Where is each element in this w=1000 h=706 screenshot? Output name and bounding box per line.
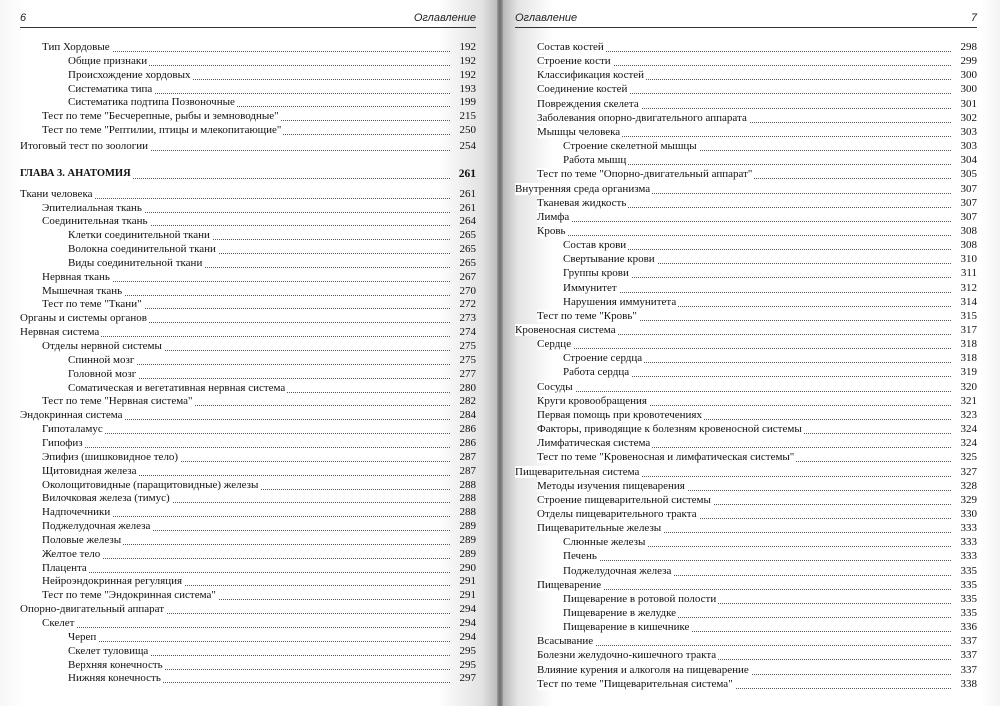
- toc-entry: [515, 167, 977, 181]
- toc-entry: [515, 54, 977, 68]
- toc-entry-page: 193: [459, 82, 476, 95]
- toc-entry-page: 192: [459, 41, 476, 53]
- toc-entry-title: Методы изучения пищеварения: [537, 479, 685, 492]
- toc-entry-page: 294: [459, 617, 476, 629]
- toc-entry-title: Пищеварительные железы: [537, 522, 662, 535]
- toc-entry: [515, 648, 977, 662]
- toc-entry-title: Систематика типа: [68, 82, 153, 95]
- toc-entry-title: Тест по теме "Рептилии, птицы и млекопитающие": [42, 124, 282, 137]
- toc-entry-page: 336: [960, 621, 977, 634]
- toc-entry-page: 287: [459, 464, 476, 477]
- toc-entry-title: Круги кровообращения: [537, 394, 647, 407]
- toc-entry-page: 333: [960, 550, 977, 563]
- toc-entry-title: Отделы пищеварительного тракта: [537, 507, 697, 520]
- toc-entry: [515, 479, 977, 493]
- toc-entry: [515, 224, 977, 238]
- toc-entry-title: Пищеварение в ротовой полости: [563, 592, 717, 605]
- toc-entry-title: Пищеварительная система: [515, 465, 640, 478]
- toc-entry-page: 302: [960, 111, 977, 124]
- toc-entry-title: Строение пищеварительной системы: [537, 493, 711, 506]
- toc-entry: [20, 547, 476, 561]
- toc-entry: [515, 153, 977, 167]
- dot-leader: [42, 627, 450, 628]
- left-page: [0, 0, 497, 706]
- toc-entry-page: 288: [459, 506, 476, 519]
- toc-entry-title: Общие признаки: [68, 54, 148, 67]
- toc-entry-title: Сердце: [537, 338, 572, 351]
- toc-entry-page: 335: [960, 564, 977, 577]
- toc-entry-page: 319: [960, 366, 977, 379]
- toc-entry-title: Спинной мозг: [68, 353, 135, 366]
- toc-entry-title: Тип Хордовые: [42, 41, 110, 53]
- toc-entry-title: Тест по теме "Бесчерепные, рыбы и земноводные": [42, 110, 279, 123]
- toc-entry-page: 265: [459, 256, 476, 269]
- toc-entry-title: Группы крови: [563, 267, 629, 280]
- toc-entry-page: 294: [459, 603, 476, 616]
- toc-entry-page: 312: [960, 281, 977, 294]
- page-number: 7: [970, 12, 977, 24]
- page-number: 6: [20, 12, 27, 24]
- toc-entry-title: Классификация костей: [537, 69, 645, 82]
- toc-entry-page: 337: [960, 649, 977, 662]
- toc-entry-page: 261: [459, 201, 476, 214]
- toc-entry-page: 335: [960, 607, 977, 619]
- toc-entry-title: Кровь: [537, 224, 566, 237]
- toc-entry-page: 307: [960, 182, 977, 195]
- toc-entry-title: Сосуды: [537, 380, 573, 393]
- toc-entry: [20, 505, 476, 519]
- running-title: Оглавление: [515, 12, 578, 24]
- toc-entry-title: Половые железы: [42, 533, 122, 546]
- toc-entry-title: Тест по теме "Пищеварительная система": [537, 677, 733, 690]
- toc-entry: [515, 266, 977, 280]
- toc-entry: [20, 187, 476, 201]
- toc-entry-title: Работа мышц: [563, 154, 627, 167]
- toc-entry-title: Плацента: [42, 561, 87, 574]
- toc-entry-page: 284: [459, 409, 476, 422]
- toc-entry-title: Эпифиз (шишковидное тело): [42, 450, 179, 463]
- toc-entry-page: 333: [960, 522, 977, 535]
- toc-entry: [20, 630, 476, 644]
- toc-entry: [20, 284, 476, 298]
- toc-entry: [515, 677, 977, 691]
- dot-leader: [537, 348, 951, 349]
- toc-entry-page: 277: [459, 367, 476, 380]
- toc-entry-title: Болезни желудочно-кишечного тракта: [537, 649, 717, 662]
- toc-entry: [20, 95, 476, 109]
- toc-entry: [20, 256, 476, 270]
- toc-entry-title: Головной мозг: [68, 367, 137, 380]
- toc-entry-title: Влияние курения и алкоголя на пищеварение: [537, 663, 749, 676]
- toc-entry-page: 335: [960, 592, 977, 605]
- toc-entry-title: Печень: [563, 550, 597, 563]
- toc-entry: [515, 380, 977, 394]
- toc-entry: [515, 252, 977, 266]
- running-title: Оглавление: [413, 12, 476, 24]
- toc-entry: [20, 394, 476, 408]
- toc-entry-page: 324: [960, 423, 977, 436]
- toc-entry-title: Околощитовидные (паращитовидные) железы: [42, 478, 259, 491]
- toc-entry: [20, 671, 476, 685]
- toc-entry-title: Иммунитет: [563, 281, 617, 294]
- toc-entry-page: 289: [459, 533, 476, 546]
- toc-entry: [515, 309, 977, 323]
- toc-entry-title: Нейроэндокринная регуляция: [42, 575, 183, 588]
- toc-entry-page: 323: [960, 408, 977, 421]
- toc-entry-page: 192: [459, 54, 476, 67]
- toc-entry-page: 272: [459, 298, 476, 311]
- toc-entry-title: Тест по теме "Ткани": [42, 298, 142, 311]
- toc-entry-page: 299: [960, 55, 977, 68]
- toc-entry-page: 288: [459, 492, 476, 505]
- toc-entry: [515, 634, 977, 648]
- toc-entry: [515, 507, 977, 521]
- toc-entry-page: 250: [459, 124, 476, 137]
- toc-entry-page: 286: [459, 423, 476, 436]
- toc-entry-page: 267: [459, 270, 476, 283]
- toc-entry: [515, 620, 977, 634]
- toc-entry-page: 305: [960, 168, 977, 181]
- header-rule: [20, 27, 476, 28]
- toc-entry-title: Мышечная ткань: [42, 284, 123, 297]
- toc-entry-page: 307: [960, 196, 977, 209]
- toc-entry-page: 261: [459, 187, 476, 200]
- toc-entry-page: 298: [960, 41, 977, 53]
- toc-entry-page: 300: [960, 69, 977, 82]
- toc-entry-page: 291: [459, 575, 476, 588]
- toc-entry-page: 318: [960, 352, 977, 365]
- dot-leader: [537, 235, 951, 236]
- toc-entry-page: 327: [960, 465, 977, 478]
- toc-entry: [20, 616, 476, 630]
- toc-entry-title: Повреждения скелета: [537, 97, 639, 110]
- toc-entry: [515, 422, 977, 436]
- toc-entry-title: Пищеварение в кишечнике: [563, 621, 690, 634]
- toc-entry-page: 321: [960, 394, 977, 407]
- toc-entry: [515, 578, 977, 592]
- toc-entry-title: Строение сердца: [563, 352, 643, 365]
- toc-entry: [515, 564, 977, 578]
- toc-entry-page: 315: [960, 309, 977, 322]
- toc-entry-page: 286: [459, 436, 476, 449]
- toc-entry: [20, 123, 476, 137]
- toc-entry-title: Вилочковая железа (тимус): [42, 492, 170, 505]
- toc-entry-title: Череп: [68, 630, 97, 643]
- dot-leader: [42, 572, 450, 573]
- toc-entry: [515, 295, 977, 309]
- toc-entry: [20, 228, 476, 242]
- toc-entry: [20, 201, 476, 215]
- toc-entry-page: 288: [459, 478, 476, 491]
- toc-entry: [20, 353, 476, 367]
- toc-entry-page: 328: [960, 479, 977, 492]
- toc-entry: [20, 436, 476, 450]
- toc-entry-page: 337: [960, 663, 977, 676]
- toc-entry-page: 314: [960, 295, 977, 308]
- toc-entry-page: 289: [459, 547, 476, 560]
- toc-entry-page: 307: [960, 210, 977, 223]
- toc-entry-title: Скелет: [42, 617, 75, 629]
- toc-entry: [20, 450, 476, 464]
- toc-entry-page: 318: [960, 338, 977, 351]
- dot-leader: [42, 447, 450, 448]
- toc-entry-title: Состав крови: [563, 239, 627, 252]
- toc-entry: [515, 592, 977, 606]
- toc-entry-title: Итоговый тест по зоологии: [20, 139, 149, 152]
- toc-entry-title: Гипоталамус: [42, 423, 103, 436]
- toc-entry: [515, 125, 977, 139]
- toc-entry: [20, 139, 476, 153]
- toc-chapter-heading: [20, 167, 476, 181]
- toc-entry-page: 338: [960, 677, 977, 690]
- toc-entry-page: 303: [960, 140, 977, 153]
- toc-entry-page: 333: [960, 536, 977, 549]
- toc-entry-title: Соединение костей: [537, 83, 628, 96]
- toc-entry-title: Слюнные железы: [563, 536, 646, 549]
- dot-leader: [563, 292, 951, 293]
- toc-entry-title: Волокна соединительной ткани: [68, 243, 216, 256]
- toc-entry-title: Нервная система: [20, 326, 100, 339]
- toc-entry: [515, 182, 977, 196]
- header-rule: [515, 27, 977, 28]
- toc-entry-title: Поджелудочная железа: [42, 520, 151, 533]
- toc-entry-title: Кровеносная система: [515, 324, 616, 336]
- right-page: [503, 0, 1000, 706]
- toc-entry-title: Работа сердца: [563, 366, 630, 379]
- toc-entry: [515, 281, 977, 295]
- toc-entry-page: 297: [459, 672, 476, 685]
- toc-entry: [20, 311, 476, 325]
- dot-leader: [537, 391, 951, 392]
- toc-entry-title: Свертывание крови: [563, 253, 655, 266]
- right-page-header: [515, 12, 977, 28]
- toc-entry-title: Тест по теме "Нервная система": [42, 395, 193, 408]
- toc-entry-page: 325: [960, 451, 977, 464]
- toc-entry: [20, 54, 476, 68]
- toc-entry-page: 265: [459, 229, 476, 242]
- toc-entry: [515, 351, 977, 365]
- toc-entry-title: Строение кости: [537, 55, 611, 68]
- toc-entry-title: Мышцы человека: [537, 125, 621, 138]
- toc-entry-title: Тест по теме "Эндокринная система": [42, 589, 216, 602]
- toc-entry-title: Нервная ткань: [42, 270, 110, 283]
- dot-leader: [42, 558, 450, 559]
- toc-entry-title: Нарушения иммунитета: [563, 295, 677, 308]
- toc-entry: [20, 297, 476, 311]
- toc-entry-title: Систематика подтипа Позвоночные: [68, 96, 235, 109]
- toc-entry-page: 308: [960, 224, 977, 237]
- toc-entry: [20, 408, 476, 422]
- toc-entry-title: Опорно-двигательный аппарат: [20, 603, 165, 616]
- toc-entry-title: Верхняя конечность: [68, 658, 163, 671]
- toc-entry-title: Тест по теме "Кровь": [537, 309, 637, 322]
- dot-leader: [537, 645, 951, 646]
- toc-entry-page: 270: [459, 284, 476, 297]
- toc-entry-page: 275: [459, 353, 476, 366]
- toc-entry-page: 289: [459, 520, 476, 533]
- toc-entry-title: Отделы нервной системы: [42, 340, 162, 352]
- toc-entry: [515, 210, 977, 224]
- toc-entry-page: 310: [960, 253, 977, 266]
- toc-entry: [515, 111, 977, 125]
- dot-leader: [563, 560, 951, 561]
- toc-entry-page: 261: [458, 167, 476, 180]
- toc-entry: [515, 394, 977, 408]
- toc-entry-title: Пищеварение: [537, 578, 602, 591]
- toc-entry: [515, 323, 977, 337]
- toc-entry-title: Состав костей: [537, 41, 604, 53]
- toc-entry-page: 264: [459, 215, 476, 228]
- toc-entry-title: Тканевая жидкость: [537, 196, 627, 209]
- toc-entry-page: 282: [459, 395, 476, 408]
- toc-entry: [20, 242, 476, 256]
- toc-entry-page: 294: [459, 630, 476, 643]
- toc-entry-page: 303: [960, 125, 977, 138]
- toc-entry: [515, 97, 977, 111]
- toc-entry: [20, 588, 476, 602]
- toc-entry-title: Поджелудочная железа: [563, 564, 672, 577]
- toc-entry-page: 330: [960, 507, 977, 520]
- toc-entry-page: 287: [459, 450, 476, 463]
- toc-entry-title: Щитовидная железа: [42, 464, 137, 477]
- toc-entry: [515, 337, 977, 351]
- toc-entry-title: Заболевания опорно-двигательного аппарата: [537, 111, 747, 124]
- toc-entry: [20, 533, 476, 547]
- toc-entry-page: 291: [459, 589, 476, 602]
- toc-entry: [20, 602, 476, 616]
- toc-entry: [20, 464, 476, 478]
- toc-entry-title: Виды соединительной ткани: [68, 256, 203, 269]
- toc-entry: [20, 325, 476, 339]
- dot-leader: [537, 221, 951, 222]
- toc-entry: [20, 491, 476, 505]
- toc-entry: [515, 196, 977, 210]
- toc-entry: [515, 365, 977, 379]
- toc-entry-page: 254: [459, 139, 476, 152]
- toc-entry-title: Всасывание: [537, 635, 594, 648]
- toc-entry-page: 301: [960, 97, 977, 110]
- toc-entry-title: Клетки соединительной ткани: [68, 229, 210, 242]
- toc-entry: [20, 644, 476, 658]
- toc-entry-page: 335: [960, 578, 977, 591]
- toc-entry: [515, 493, 977, 507]
- toc-entry: [20, 68, 476, 82]
- toc-entry-page: 273: [459, 312, 476, 325]
- toc-entry-title: Происхождение хордовых: [68, 68, 191, 81]
- toc-entry: [20, 214, 476, 228]
- toc-entry: [20, 478, 476, 492]
- toc-entry: [515, 450, 977, 464]
- toc-entry-title: Факторы, приводящие к болезням кровеносной системы: [537, 423, 802, 436]
- toc-entry-title: Гипофиз: [42, 436, 83, 449]
- toc-entry-title: Надпочечники: [42, 506, 111, 519]
- toc-entry: [20, 561, 476, 575]
- toc-entry: [515, 40, 977, 54]
- toc-entry-page: 324: [960, 437, 977, 450]
- toc-entry: [20, 381, 476, 395]
- toc-entry-title: Тест по теме "Кровеносная и лимфатическая системы": [537, 451, 795, 464]
- toc-entry-title: Желтое тело: [42, 547, 101, 560]
- toc-entry: [515, 663, 977, 677]
- toc-entry-title: Первая помощь при кровотечениях: [537, 408, 702, 421]
- toc-entry: [515, 408, 977, 422]
- toc-entry-page: 329: [960, 493, 977, 506]
- toc-entry-title: Нижняя конечность: [68, 672, 161, 685]
- toc-entry: [20, 658, 476, 672]
- toc-entry-page: 192: [459, 68, 476, 81]
- toc-entry: [20, 40, 476, 54]
- toc-entry-title: Соединительная ткань: [42, 215, 148, 228]
- toc-entry: [515, 68, 977, 82]
- toc-entry-page: 304: [960, 154, 977, 167]
- toc-entry-page: 280: [459, 381, 476, 394]
- toc-entry-page: 308: [960, 239, 977, 252]
- toc-entry-page: 300: [960, 83, 977, 96]
- toc-entry-page: 274: [459, 326, 476, 339]
- toc-entry: [515, 436, 977, 450]
- toc-entry-page: 320: [960, 380, 977, 393]
- dot-leader: [68, 641, 450, 642]
- toc-entry-page: 275: [459, 340, 476, 352]
- toc-entry-page: 290: [459, 561, 476, 574]
- toc-entry: [20, 339, 476, 353]
- toc-entry-title: Эпителиальная ткань: [42, 201, 142, 214]
- toc-entry: [515, 606, 977, 620]
- toc-entry: [20, 574, 476, 588]
- toc-entry: [20, 519, 476, 533]
- toc-entry-page: 265: [459, 243, 476, 256]
- toc-entry: [20, 367, 476, 381]
- toc-entry-page: 295: [459, 644, 476, 657]
- toc-entry: [515, 521, 977, 535]
- toc-entry-page: 295: [459, 658, 476, 671]
- toc-entry: [20, 422, 476, 436]
- toc-entry-title: Лимфа: [537, 210, 570, 223]
- toc-entry-title: Органы и системы органов: [20, 312, 147, 325]
- toc-entry-title: Скелет туловища: [68, 644, 149, 657]
- toc-entry-page: 215: [459, 110, 476, 123]
- toc-entry: [515, 82, 977, 96]
- toc-entry-title: Соматическая и вегетативная нервная система: [68, 381, 286, 394]
- toc-entry-title: Внутренняя среда организма: [515, 182, 651, 195]
- toc-entry: [515, 139, 977, 153]
- toc-entry-page: 337: [960, 635, 977, 648]
- toc-entry-title: Ткани человека: [20, 187, 93, 200]
- toc-entry-title: Строение скелетной мышцы: [563, 140, 697, 153]
- toc-entry-page: 199: [459, 96, 476, 109]
- toc-entry-title: Лимфатическая система: [537, 437, 651, 450]
- toc-entry: [515, 238, 977, 252]
- toc-entry-title: ГЛАВА 3. АНАТОМИЯ: [20, 167, 131, 179]
- toc-entry-page: 317: [960, 324, 977, 336]
- toc-entry: [20, 82, 476, 96]
- toc-entry: [20, 270, 476, 284]
- toc-entry-title: Пищеварение в желудке: [563, 607, 677, 619]
- toc-entry-page: 311: [960, 267, 977, 280]
- toc-entry: [20, 109, 476, 123]
- toc-entry: [515, 549, 977, 563]
- toc-entry: [515, 535, 977, 549]
- toc-entry: [515, 465, 977, 479]
- toc-entry-title: Эндокринная система: [20, 409, 123, 422]
- toc-entry-title: Тест по теме "Опорно-двигательный аппарат": [537, 168, 753, 181]
- left-page-header: [20, 12, 476, 28]
